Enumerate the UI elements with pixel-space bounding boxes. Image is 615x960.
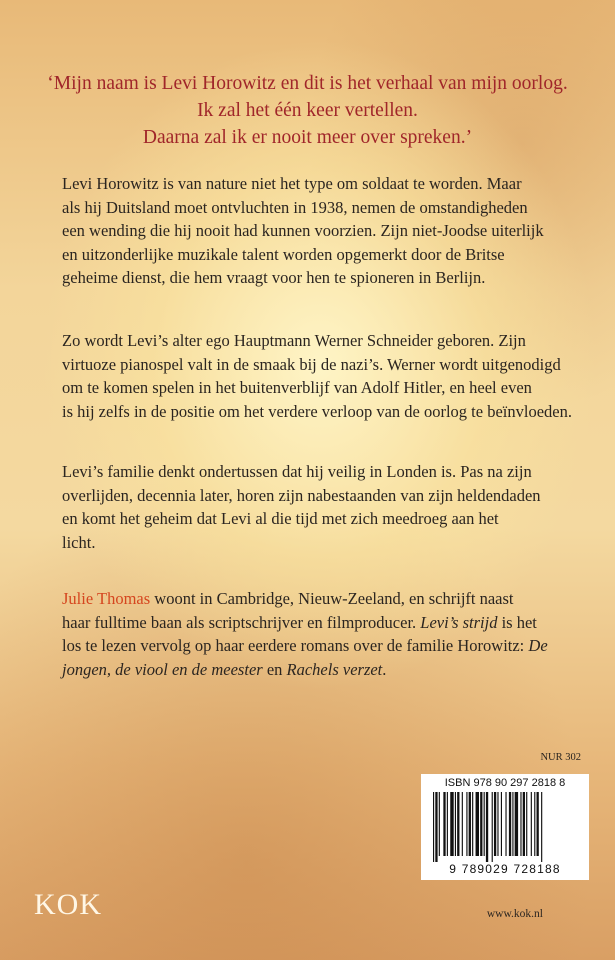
paragraph-line: een wending die hij nooit had kunnen voorzien. Zijn niet-Joodse uiterlijk <box>62 221 544 240</box>
book-title: De <box>528 636 548 655</box>
barcode-digits: 9 789029 728188 <box>449 862 561 876</box>
barcode-bar <box>486 792 488 862</box>
paragraph-line: Levi Horowitz is van nature niet het type om soldaat te worden. Maar <box>62 174 522 193</box>
barcode-bar <box>512 792 513 856</box>
paragraph-line: en uitzonderlijke muzikale talent worden opgemerkt door de Britse <box>62 244 505 264</box>
barcode-bar <box>447 792 448 856</box>
bio-text: woont in Cambridge, Nieuw-Zeeland, en schrijft naast <box>150 589 514 608</box>
synopsis-paragraph-1 <box>62 172 582 290</box>
barcode-bar <box>497 792 498 856</box>
barcode-bar <box>515 792 518 856</box>
barcode-bar <box>534 792 535 856</box>
barcode-bar <box>537 792 539 856</box>
quote-line: Ik zal het één keer vertellen. <box>197 100 418 121</box>
barcode-bar <box>501 792 502 856</box>
book-title: Levi’s strijd <box>420 612 498 632</box>
book-title: jongen, de viool en de meester <box>62 659 263 679</box>
barcode-bar <box>494 792 496 856</box>
publisher-logo: KOK <box>34 888 102 921</box>
bio-line <box>62 658 582 682</box>
quote-line: ‘Mijn naam is Levi Horowitz en dit is het verhaal van mijn oorlog. <box>47 73 568 94</box>
barcode-bar <box>541 792 542 862</box>
bio-text: haar fulltime baan als scriptschrijver en filmproducer. <box>62 612 421 632</box>
barcode-bar <box>520 792 521 856</box>
barcode-bar <box>462 792 463 856</box>
paragraph-line: om te komen spelen in het buitenverblijf van Adolf Hitler, en heel even <box>62 378 532 397</box>
synopsis-paragraph-2 <box>62 329 582 423</box>
barcode-bar <box>531 792 532 856</box>
barcode-bar <box>505 792 506 856</box>
barcode-bar <box>492 792 493 862</box>
bio-line <box>62 611 582 635</box>
synopsis-paragraph-3 <box>62 460 582 554</box>
barcode-bar <box>526 792 527 856</box>
paragraph-line: Levi’s familie denkt ondertussen dat hij veilig in Londen is. Pas na zijn <box>62 462 532 481</box>
paragraph-line: geheime dienst, die hem vraagt voor hen te spioneren in Berlijn. <box>62 268 486 287</box>
bio-text: en <box>262 659 287 679</box>
barcode-bar <box>466 792 467 856</box>
cover-quote <box>30 70 585 151</box>
paragraph-line: overlijden, decennia later, horen zijn nabestaanden van zijn heldendaden <box>62 485 541 505</box>
barcode-bar <box>509 792 511 856</box>
barcode-bar <box>450 792 453 856</box>
paragraph-line: en komt het geheim dat Levi al die tijd met zich meedroeg aan het <box>62 509 499 528</box>
author-bio <box>62 587 582 681</box>
barcode-bar <box>469 792 471 856</box>
isbn-barcode <box>421 774 589 880</box>
bio-text: is het <box>497 612 537 632</box>
paragraph-line: licht. <box>62 532 96 552</box>
paragraph-line: als hij Duitsland moet ontvluchten in 1938, nemen de omstandigheden <box>62 197 528 217</box>
barcode-bar <box>433 792 434 862</box>
book-title: Rachels verzet <box>286 659 383 679</box>
barcode-bar <box>480 792 482 856</box>
barcode-bar <box>443 792 445 856</box>
bio-line <box>62 587 582 611</box>
barcode-bar <box>484 792 485 856</box>
barcode-bar <box>472 792 473 856</box>
barcode-bars <box>429 792 581 862</box>
bio-text: los te lezen vervolg op haar eerdere romans over de familie Horowitz: <box>62 636 529 655</box>
bio-line <box>62 634 582 658</box>
paragraph-line: virtuoze pianospel valt in de smaak bij de nazi’s. Werner wordt uitgenodigd <box>62 354 561 374</box>
barcode-bar <box>455 792 456 856</box>
barcode-bar <box>435 792 437 862</box>
nur-code: NUR 302 <box>540 752 581 763</box>
author-name: Julie Thomas <box>62 589 151 608</box>
paragraph-line: Zo wordt Levi’s alter ego Hauptmann Werner Schneider geboren. Zijn <box>62 331 526 350</box>
bio-text: . <box>382 659 387 679</box>
isbn-label: ISBN 978 90 297 2818 8 <box>444 777 566 789</box>
barcode-bar <box>457 792 459 856</box>
barcode-bar <box>523 792 525 856</box>
quote-line: Daarna zal ik er nooit meer over spreken.’ <box>142 127 473 148</box>
publisher-website: www.kok.nl <box>486 908 543 920</box>
barcode-bar <box>439 792 440 856</box>
barcode-bar <box>476 792 479 856</box>
paragraph-line: is hij zelfs in de positie om het verdere verloop van de oorlog te beïnvloeden. <box>62 401 572 421</box>
